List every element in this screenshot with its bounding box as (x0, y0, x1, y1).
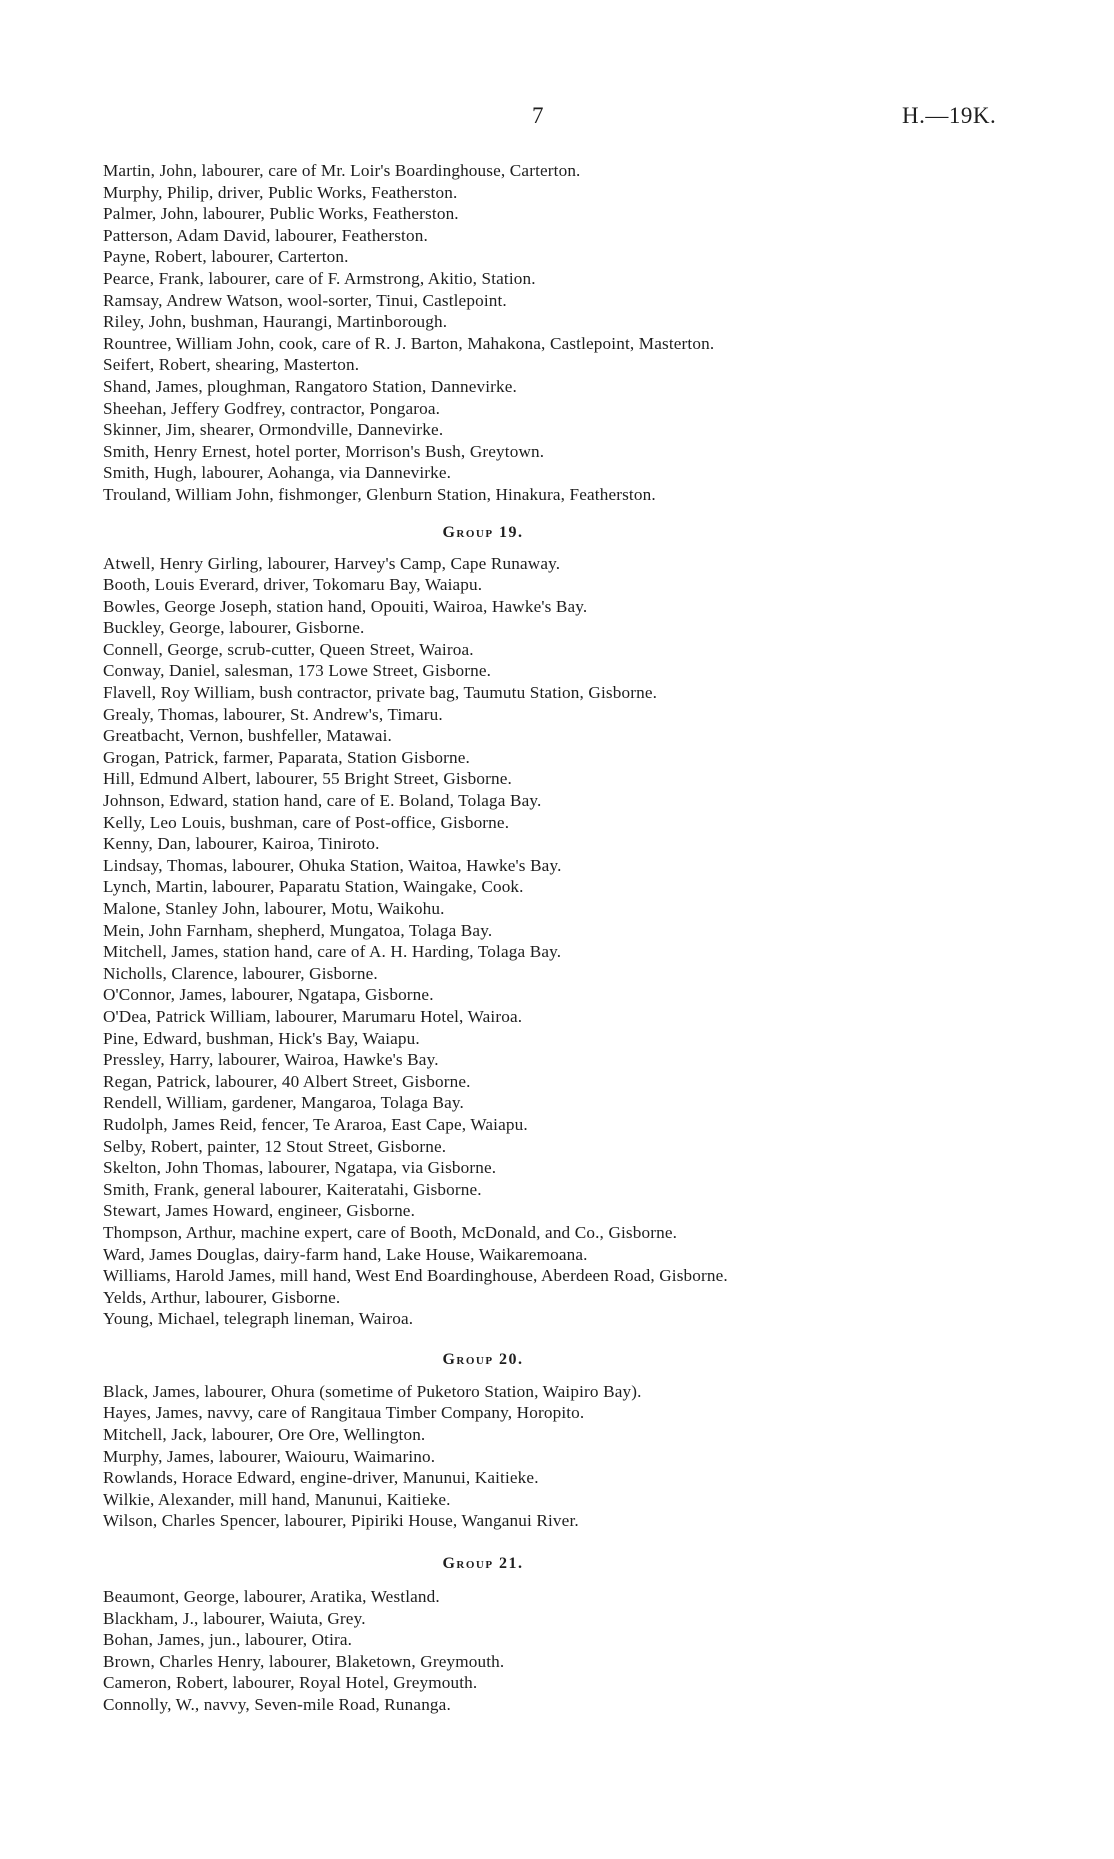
page-content (103, 160, 1003, 1716)
list-item: Black, James, labourer, Ohura (sometime of Puketoro Station, Waipiro Bay). (103, 1381, 642, 1401)
list-item: Rountree, William John, cook, care of R. J. Barton, Mahakona, Castlepoint, Masterton. (103, 333, 715, 353)
list-item: Murphy, James, labourer, Waiouru, Waimarino. (103, 1446, 436, 1466)
list-item: Stewart, James Howard, engineer, Gisborne. (103, 1201, 416, 1221)
intro-entry-list (103, 160, 1003, 506)
list-item: Smith, Hugh, labourer, Aohanga, via Dannevirke. (103, 463, 452, 483)
list-item: Rowlands, Horace Edward, engine-driver, Manunui, Kaitieke. (103, 1468, 539, 1488)
list-item: Atwell, Henry Girling, labourer, Harvey's Camp, Cape Runaway. (103, 553, 561, 573)
list-item: Skinner, Jim, shearer, Ormondville, Dannevirke. (103, 420, 444, 440)
list-item: Connolly, W., navvy, Seven-mile Road, Runanga. (103, 1695, 451, 1714)
list-item: Palmer, John, labourer, Public Works, Featherston. (103, 204, 459, 224)
list-item: Selby, Robert, painter, 12 Stout Street, Gisborne. (103, 1136, 447, 1156)
list-item: Kenny, Dan, labourer, Kairoa, Tiniroto. (103, 834, 380, 854)
list-item: Lynch, Martin, labourer, Paparatu Station, Waingake, Cook. (103, 877, 524, 897)
list-item: Mitchell, James, station hand, care of A. H. Harding, Tolaga Bay. (103, 942, 562, 962)
list-item: Young, Michael, telegraph lineman, Wairoa. (103, 1309, 414, 1329)
list-item: Bohan, James, jun., labourer, Otira. (103, 1630, 353, 1650)
group-21-entry-list (103, 1586, 1003, 1716)
list-item: Riley, John, bushman, Haurangi, Martinborough. (103, 312, 448, 332)
list-item: Bowles, George Joseph, station hand, Opouiti, Wairoa, Hawke's Bay. (103, 596, 588, 616)
list-item: Hill, Edmund Albert, labourer, 55 Bright Street, Gisborne. (103, 769, 512, 789)
list-item: Blackham, J., labourer, Waiuta, Grey. (103, 1608, 366, 1628)
list-item: Cameron, Robert, labourer, Royal Hotel, Greymouth. (103, 1673, 478, 1693)
list-item: Wilson, Charles Spencer, labourer, Pipiriki House, Wanganui River. (103, 1511, 579, 1531)
list-item: Kelly, Leo Louis, bushman, care of Post-office, Gisborne. (103, 812, 510, 832)
list-item: Shand, James, ploughman, Rangatoro Station, Dannevirke. (103, 376, 517, 396)
list-item: Smith, Frank, general labourer, Kaiteratahi, Gisborne. (103, 1179, 482, 1199)
list-item: Nicholls, Clarence, labourer, Gisborne. (103, 963, 378, 983)
document-code: H.—19K. (902, 103, 997, 128)
list-item: Booth, Louis Everard, driver, Tokomaru Bay, Waiapu. (103, 575, 483, 595)
list-item: Payne, Robert, labourer, Carterton. (103, 247, 349, 267)
list-item: Connell, George, scrub-cutter, Queen Street, Wairoa. (103, 639, 474, 659)
list-item: Smith, Henry Ernest, hotel porter, Morrison's Bush, Greytown. (103, 441, 545, 461)
group-21-heading: Group 21. (442, 1555, 524, 1573)
list-item: Grealy, Thomas, labourer, St. Andrew's, Timaru. (103, 704, 443, 724)
list-item: Sheehan, Jeffery Godfrey, contractor, Pongaroa. (103, 398, 441, 418)
list-item: Conway, Daniel, salesman, 173 Lowe Street, Gisborne. (103, 661, 492, 681)
group-20-entry-list (103, 1381, 1003, 1532)
list-item: Beaumont, George, labourer, Aratika, Westland. (103, 1587, 440, 1607)
list-item: O'Dea, Patrick William, labourer, Marumaru Hotel, Wairoa. (103, 1006, 523, 1026)
list-item: Seifert, Robert, shearing, Masterton. (103, 355, 360, 375)
list-item: Ward, James Douglas, dairy-farm hand, Lake House, Waikaremoana. (103, 1244, 588, 1264)
list-item: Martin, John, labourer, care of Mr. Loir's Boardinghouse, Carterton. (103, 161, 581, 180)
list-item: Brown, Charles Henry, labourer, Blaketown, Greymouth. (103, 1651, 505, 1671)
list-item: Pressley, Harry, labourer, Wairoa, Hawke's Bay. (103, 1050, 439, 1070)
list-item: Wilkie, Alexander, mill hand, Manunui, Kaitieke. (103, 1489, 451, 1509)
group-19-heading: Group 19. (442, 523, 524, 541)
list-item: Ramsay, Andrew Watson, wool-sorter, Tinui, Castlepoint. (103, 290, 507, 310)
group-19-entry-list (103, 553, 1003, 1330)
list-item: Thompson, Arthur, machine expert, care of Booth, McDonald, and Co., Gisborne. (103, 1222, 678, 1242)
list-item: Patterson, Adam David, labourer, Featherston. (103, 225, 428, 245)
list-item: Greatbacht, Vernon, bushfeller, Matawai. (103, 726, 392, 746)
page-number: 7 (532, 103, 544, 128)
list-item: Murphy, Philip, driver, Public Works, Featherston. (103, 182, 458, 202)
list-item: Malone, Stanley John, labourer, Motu, Waikohu. (103, 899, 445, 918)
list-item: Williams, Harold James, mill hand, West End Boardinghouse, Aberdeen Road, Gisborne. (103, 1266, 728, 1286)
list-item: Trouland, William John, fishmonger, Glenburn Station, Hinakura, Featherston. (103, 484, 656, 504)
list-item: Mein, John Farnham, shepherd, Mungatoa, Tolaga Bay. (103, 920, 493, 940)
list-item: Skelton, John Thomas, labourer, Ngatapa, via Gisborne. (103, 1158, 497, 1178)
list-item: Buckley, George, labourer, Gisborne. (103, 618, 365, 638)
list-item: Rendell, William, gardener, Mangaroa, Tolaga Bay. (103, 1093, 464, 1113)
list-item: Mitchell, Jack, labourer, Ore Ore, Wellington. (103, 1425, 426, 1445)
list-item: Grogan, Patrick, farmer, Paparata, Station Gisborne. (103, 747, 470, 767)
list-item: Hayes, James, navvy, care of Rangitaua Timber Company, Horopito. (103, 1403, 585, 1423)
list-item: Regan, Patrick, labourer, 40 Albert Street, Gisborne. (103, 1071, 471, 1091)
list-item: Johnson, Edward, station hand, care of E. Boland, Tolaga Bay. (103, 791, 542, 811)
list-item: Lindsay, Thomas, labourer, Ohuka Station, Waitoa, Hawke's Bay. (103, 855, 562, 875)
list-item: Yelds, Arthur, labourer, Gisborne. (103, 1287, 341, 1307)
group-20-heading: Group 20. (442, 1350, 524, 1368)
list-item: Pine, Edward, bushman, Hick's Bay, Waiapu. (103, 1028, 420, 1048)
list-item: O'Connor, James, labourer, Ngatapa, Gisborne. (103, 985, 434, 1005)
list-item: Rudolph, James Reid, fencer, Te Araroa, East Cape, Waiapu. (103, 1114, 528, 1134)
list-item: Flavell, Roy William, bush contractor, private bag, Taumutu Station, Gisborne. (103, 683, 658, 703)
list-item: Pearce, Frank, labourer, care of F. Armstrong, Akitio, Station. (103, 268, 536, 288)
